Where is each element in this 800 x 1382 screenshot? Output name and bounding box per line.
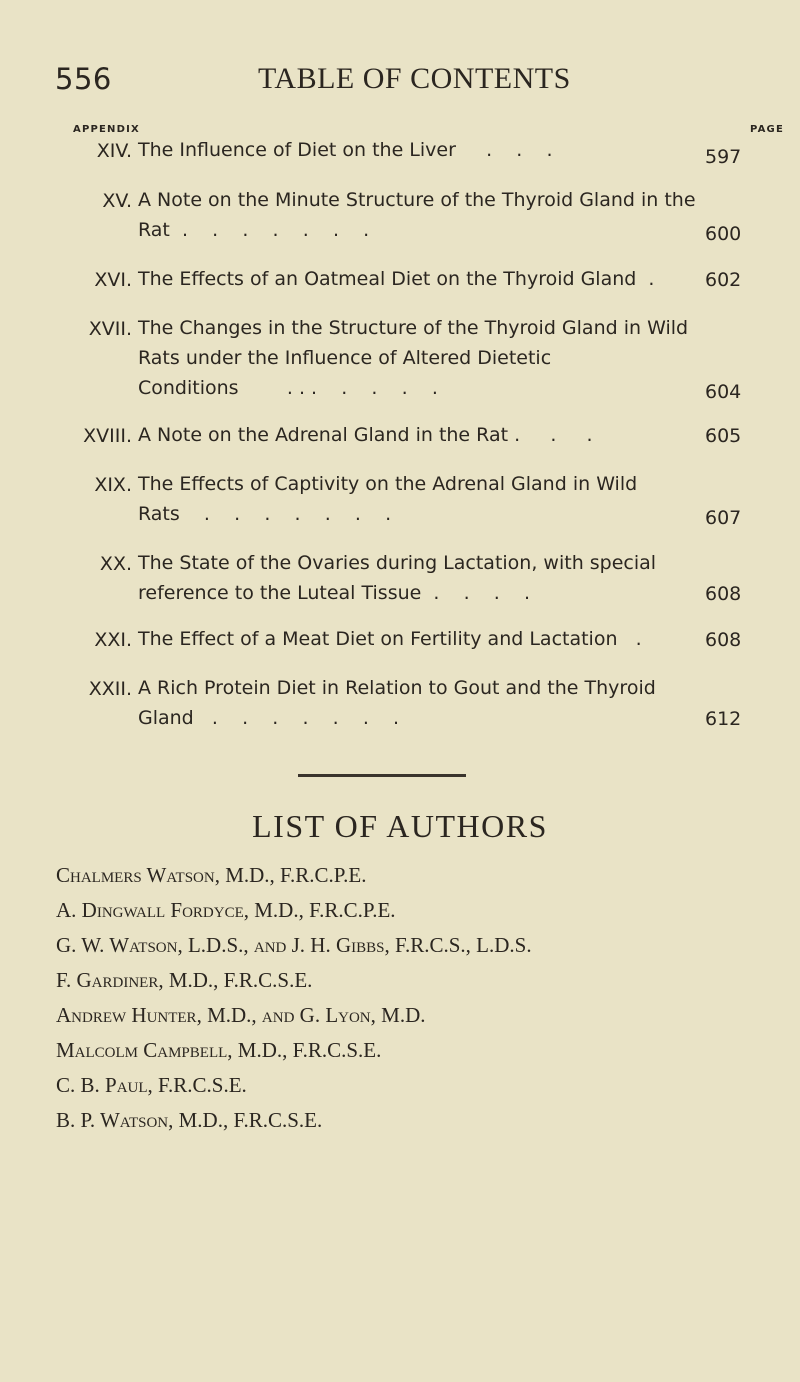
appendix-numeral: XVII. — [88, 318, 132, 340]
entry-title: A Note on the Adrenal Gland in the Rat . . . — [138, 424, 593, 446]
authors-list — [56, 858, 776, 1138]
entry-title: The Changes in the Structure of the Thyroid Gland in Wild Rats under the Influence of Altered Dietetic Conditions . . . . . . . — [138, 317, 689, 399]
author-line: Malcolm Campbell, M.D., F.R.C.S.E. — [56, 1038, 382, 1062]
appendix-numeral: XVIII. — [83, 425, 132, 447]
author-line: G. W. Watson, L.D.S., and J. H. Gibbs, F.R.C.S., L.D.S. — [56, 933, 532, 957]
author-line: B. P. Watson, M.D., F.R.C.S.E. — [56, 1108, 323, 1132]
author-line: A. Dingwall Fordyce, M.D., F.R.C.P.E. — [56, 898, 396, 922]
author-line: Andrew Hunter, M.D., and G. Lyon, M.D. — [56, 1003, 426, 1027]
appendix-numeral: XXI. — [94, 629, 132, 651]
author-line: F. Gardiner, M.D., F.R.C.S.E. — [56, 968, 313, 992]
author-line: Chalmers Watson, M.D., F.R.C.P.E. — [56, 863, 367, 887]
appendix-numeral: XVI. — [94, 269, 132, 291]
entry-page: 607 — [705, 507, 742, 529]
entry-page: 600 — [705, 223, 742, 245]
entry-page: 608 — [705, 583, 742, 605]
entry-title: The Effects of an Oatmeal Diet on the Thyroid Gland . — [138, 268, 655, 290]
appendix-numeral: XXII. — [88, 678, 132, 700]
entry-title: The State of the Ovaries during Lactation, with special reference to the Luteal Tissue . . . . — [138, 552, 657, 604]
entry-page: 605 — [705, 425, 742, 447]
running-header — [0, 62, 800, 102]
entry-title: The Influence of Diet on the Liver . . . — [138, 139, 553, 161]
appendix-numeral: XV. — [102, 190, 132, 212]
appendix-numeral: XX. — [99, 553, 132, 575]
section-divider — [298, 774, 466, 777]
page-number: 556 — [55, 62, 112, 96]
entry-page: 597 — [705, 146, 742, 168]
author-line: C. B. Paul, F.R.C.S.E. — [56, 1073, 247, 1097]
entry-title: The Effect of a Meat Diet on Fertility and Lactation . — [138, 628, 642, 650]
entry-title: The Effects of Captivity on the Adrenal Gland in Wild Rats . . . . . . . — [138, 473, 638, 525]
entry-page: 612 — [705, 708, 742, 730]
entry-title: A Rich Protein Diet in Relation to Gout and the Thyroid Gland . . . . . . . — [138, 677, 656, 729]
running-title: TABLE OF CONTENTS — [258, 62, 571, 95]
authors-heading: LIST OF AUTHORS — [252, 808, 548, 844]
entry-page: 608 — [705, 629, 742, 651]
entry-page: 602 — [705, 269, 742, 291]
appendix-numeral: XIV. — [96, 140, 132, 162]
appendix-column-header: APPENDIX — [73, 124, 140, 135]
page-column-header: PAGE — [750, 124, 784, 135]
entry-page: 604 — [705, 381, 742, 403]
entry-title: A Note on the Minute Structure of the Thyroid Gland in the Rat . . . . . . . — [138, 189, 696, 241]
appendix-numeral: XIX. — [94, 474, 132, 496]
